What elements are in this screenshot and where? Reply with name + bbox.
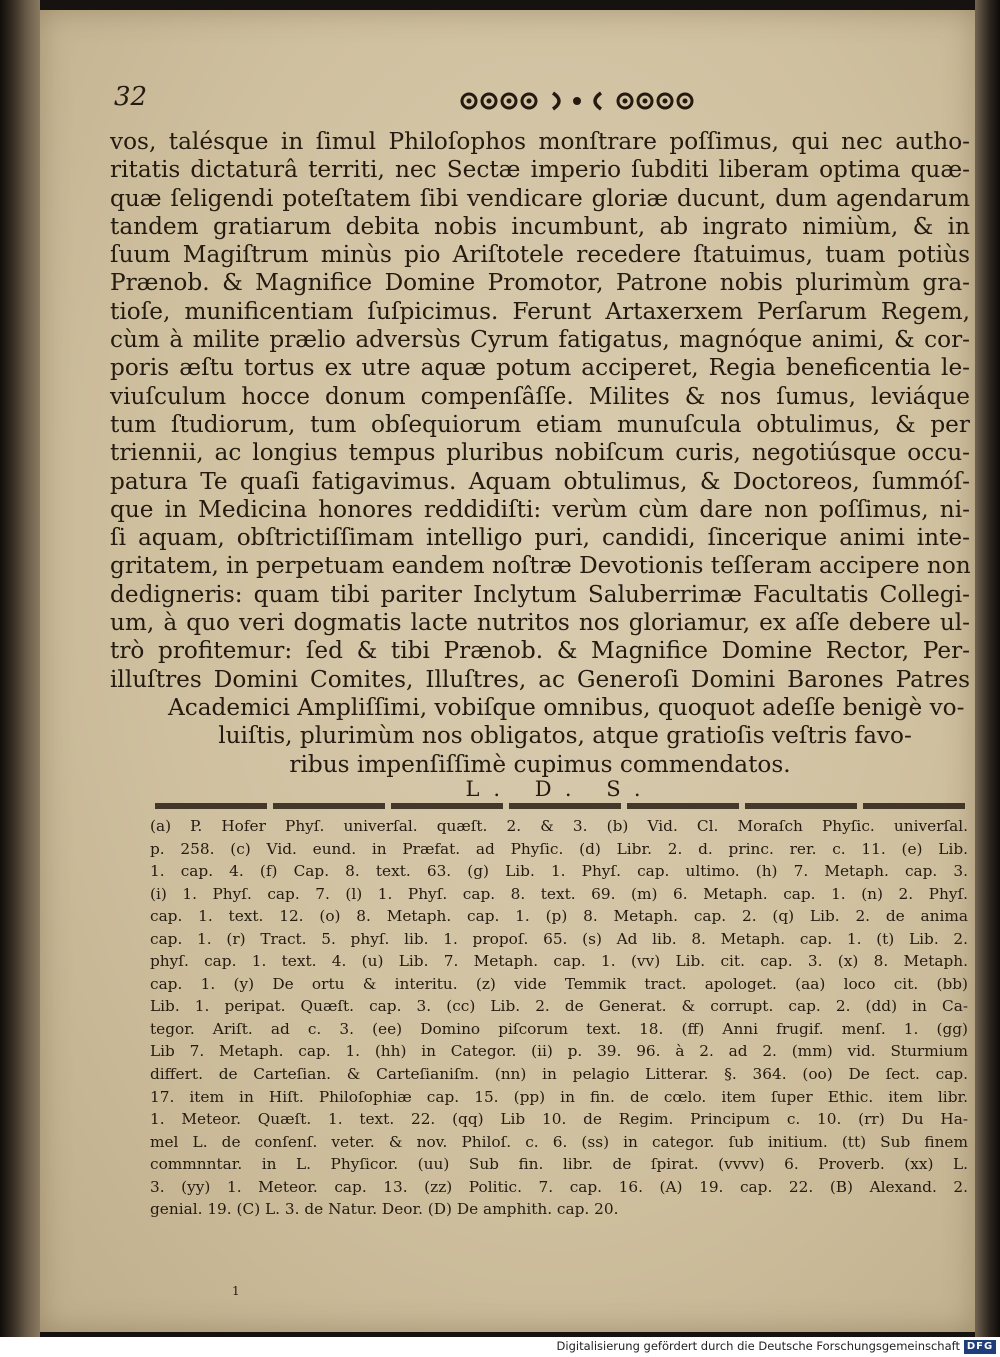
footnote-line: p. 258. (c) Vid. eund. in Præfat. ad Phyſic. (d) Libr. 2. d. princ. rer. c. 11. (e) Lib. — [150, 839, 968, 858]
text-line: Prænob. & Magnifice Domine Promotor, Patrone nobis plurimùm gra- — [110, 269, 970, 297]
ornament-center-icon — [547, 89, 607, 113]
footnote-line: 1. cap. 4. (f) Cap. 8. text. 63. (g) Lib. 1. Phyſ. cap. ultimo. (h) 7. Metaph. cap. 3. — [150, 862, 968, 881]
text-line: dedigneris: quam tibi pariter Inclytum Saluberrimæ Facultatis Collegi- — [110, 580, 970, 608]
text-line: ſuum Magiſtrum minùs pio Ariſtotele recedere ſtatuimus, tuam potiùs — [110, 241, 970, 269]
dfg-banner — [0, 1337, 1000, 1357]
bottom-mark: 1 — [232, 1284, 240, 1298]
page-number: 32 — [114, 82, 148, 112]
text-line: ribus impenſiſſimè cupimus commendatos. — [289, 750, 791, 778]
footnote-line: genial. 19. (C) L. 3. de Natur. Deor. (D) De amphith. cap. 20. — [150, 1200, 619, 1219]
ornament-left-icon — [459, 89, 539, 113]
text-line: quæ ſeligendi poteſtatem ſibi vendicare gloriæ ducunt, dum agendarum — [110, 184, 970, 212]
footnote-line: 17. item in Hiſt. Philoſophiæ cap. 15. (pp) in fin. de cœlo. item ſuper Ethic. item libr. — [150, 1087, 968, 1106]
page-edge-right — [975, 0, 1000, 1337]
footnote-line: tegor. Ariſt. ad c. 3. (ee) Domino piſcorum text. 18. (ff) Anni frugif. menſ. 1. (gg) — [150, 1019, 968, 1038]
text-line: um, à quo veri dogmatis lacte nutritos nos gloriamur, ex aſſe debere ul- — [110, 609, 970, 637]
footnote-line: (a) P. Hofer Phyſ. univerſal. quæſt. 2. & 3. (b) Vid. Cl. Moraſch Phyſic. univerſal. — [150, 817, 968, 835]
footnote-line: mel L. de conſenſ. veter. & nov. Philoſ. c. 6. (ss) in categor. ſub initium. (tt) Sub finem — [150, 1132, 968, 1151]
footnote-line: cap. 1. text. 12. (o) 8. Metaph. cap. 1. (p) 8. Metaph. cap. 2. (q) Lib. 2. de anima — [150, 907, 968, 926]
footnote-rule — [155, 803, 965, 809]
footnote-line: cap. 1. (r) Tract. 5. phyſ. lib. 1. propoſ. 65. (s) Ad lib. 8. Metaph. cap. 1. (t) Lib. 2. — [150, 929, 968, 948]
text-line: poris æſtu tortus ex utre aquæ potum acciperet, Regia beneficentia le- — [110, 354, 970, 382]
text-line: trò profitemur: ſed & tibi Prænob. & Magnifice Domine Rector, Per- — [110, 637, 970, 665]
text-line: vos, talésque in ſimul Philoſophos monſtrare poſſimus, qui nec autho- — [110, 128, 970, 155]
page-edge-left — [0, 0, 40, 1337]
footnote-line: Lib 7. Metaph. cap. 1. (hh) in Categor. (ii) p. 39. 96. à 2. ad 2. (mm) vid. Sturmium — [150, 1042, 968, 1061]
footnote-line: (i) 1. Phyſ. cap. 7. (l) 1. Phyſ. cap. 8. text. 69. (m) 6. Metaph. cap. 1. (n) 2. Phyſ. — [150, 884, 968, 903]
text-line: Academici Ampliſſimi, vobiſque omnibus, quoquot adeſſe benigè vo- — [168, 693, 965, 721]
text-line: tum ſtudiorum, tum obſequiorum etiam munuſcula obtulimus, & per — [110, 410, 970, 438]
text-line: illuſtres Domini Comites, Illuſtres, ac Generoſi Domini Barones Patres — [110, 665, 970, 693]
text-line: luiſtis, plurimùm nos obligatos, atque gratioſis veſtris favo- — [218, 722, 912, 750]
main-text-block — [110, 128, 970, 779]
signoff: L. D. S. — [465, 777, 655, 801]
text-line: triennii, ac longius tempus pluribus nobiſcum curis, negotiúsque occu- — [110, 439, 970, 467]
text-line: gritatem, in perpetuam eandem noſtræ Devotionis teſſeram accipere non — [110, 552, 971, 580]
footnote-line: phyſ. cap. 1. text. 4. (u) Lib. 7. Metaph. cap. 1. (vv) Lib. cit. cap. 3. (x) 8. Metaph. — [150, 952, 968, 971]
footnote-line: differt. de Carteſian. & Carteſianiſm. (nn) in pelagio Litterar. §. 364. (oo) De ſect. cap. — [150, 1065, 968, 1084]
footnote-line: 1. Meteor. Quæſt. 1. text. 22. (qq) Lib 10. de Regim. Principum c. 10. (rr) Du Ha- — [150, 1110, 968, 1129]
footnote-line: Lib. 1. peripat. Quæſt. cap. 3. (cc) Lib. 2. de Generat. & corrupt. cap. 2. (dd) in Ca- — [150, 997, 968, 1016]
text-line: tioſe, munificentiam ſuſpicimus. Ferunt Artaxerxem Perſarum Regem, — [110, 297, 970, 325]
footnotes-block — [150, 815, 968, 1221]
text-line: que in Medicina honores reddidiſti: verùm cùm dare non poſſimus, ni- — [110, 495, 970, 523]
printers-ornament — [452, 88, 702, 114]
dfg-logo-icon: DFG — [964, 1340, 996, 1354]
text-line: patura Te quaſi fatigavimus. Aquam obtulimus, & Doctoreos, ſummóſ- — [110, 467, 970, 495]
text-line: viuſculum hocce donum compenſâſſe. Milites & nos ſumus, leviáque — [110, 382, 970, 410]
ornament-right-icon — [615, 89, 695, 113]
footnote-line: commnntar. in L. Phyſicor. (uu) Sub fin. libr. de ſpirat. (vvvv) 6. Proverb. (xx) L. — [150, 1155, 968, 1174]
footnote-line: 3. (yy) 1. Meteor. cap. 13. (zz) Politic. 7. cap. 16. (A) 19. cap. 22. (B) Alexand. 2. — [150, 1177, 968, 1196]
text-line: ſi aquam, obſtrictiſſimam intelligo puri, candidi, ſincerique animi inte- — [110, 524, 970, 552]
footnote-line: cap. 1. (y) De ortu & interitu. (z) vide Temmik tract. apologet. (aa) loco cit. (bb) — [150, 974, 968, 993]
text-line: tandem gratiarum debita nobis incumbunt, ab ingrato nimiùm, & in — [110, 212, 970, 240]
text-line: cùm à milite prælio adversùs Cyrum fatigatus, magnóque animi, & cor- — [110, 326, 970, 354]
text-line: ritatis dictaturâ territi, nec Sectæ imperio ſubditi liberam optima quæ- — [110, 156, 970, 184]
dfg-banner-text: Digitalisierung gefördert durch die Deutsche Forschungsgemeinschaft — [556, 1339, 960, 1353]
